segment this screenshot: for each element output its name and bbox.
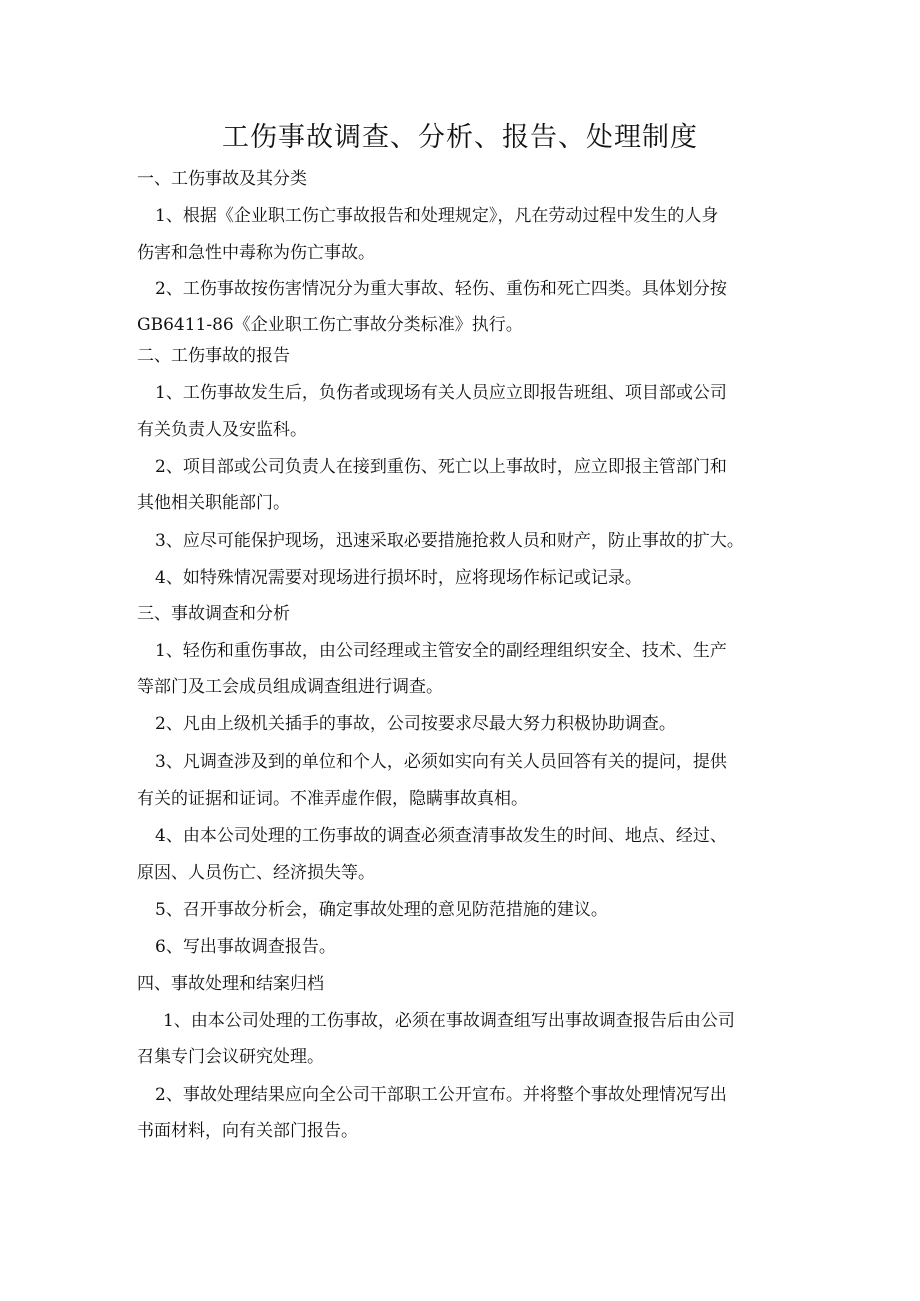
- section-heading: 四、事故处理和结案归档: [137, 974, 324, 994]
- paragraph-line: 伤害和急性中毒称为伤亡事故。: [137, 243, 375, 263]
- paragraph-line: 1、工伤事故发生后，负伤者或现场有关人员应立即报告班组、项目部或公司: [155, 383, 727, 403]
- paragraph-line: GB6411-86《企业职工伤亡事故分类标准》执行。: [137, 315, 523, 335]
- document-title: 工伤事故调查、分析、报告、处理制度: [222, 122, 698, 153]
- paragraph-line: 召集专门会议研究处理。: [137, 1047, 324, 1067]
- paragraph-line: 2、工伤事故按伤害情况分为重大事故、轻伤、重伤和死亡四类。具体划分按: [155, 279, 727, 299]
- paragraph-line: 其他相关职能部门。: [137, 493, 290, 513]
- paragraph-line: 原因、人员伤亡、经济损失等。: [137, 863, 375, 883]
- paragraph-line: 4、由本公司处理的工伤事故的调查必须查清事故发生的时间、地点、经过、: [155, 826, 727, 846]
- paragraph-line: 2、凡由上级机关插手的事故，公司按要求尽最大努力积极协助调查。: [155, 714, 676, 734]
- paragraph-line: 等部门及工会成员组成调查组进行调查。: [137, 677, 443, 697]
- section-heading: 一、工伤事故及其分类: [137, 169, 307, 189]
- paragraph-line: 有关负责人及安监科。: [137, 420, 307, 440]
- paragraph-line: 3、应尽可能保护现场，迅速采取必要措施抢救人员和财产，防止事故的扩大。: [155, 531, 744, 551]
- paragraph-line: 书面材料，向有关部门报告。: [137, 1121, 358, 1141]
- paragraph-line: 5、召开事故分析会，确定事故处理的意见防范措施的建议。: [155, 900, 608, 920]
- paragraph-line: 2、事故处理结果应向全公司干部职工公开宣布。并将整个事故处理情况写出: [155, 1085, 727, 1105]
- paragraph-line: 4、如特殊情况需要对现场进行损坏时，应将现场作标记或记录。: [155, 568, 642, 588]
- paragraph-line: 1、根据《企业职工伤亡事故报告和处理规定》，凡在劳动过程中发生的人身: [155, 206, 719, 226]
- section-heading: 三、事故调查和分析: [137, 604, 290, 624]
- paragraph-line: 有关的证据和证词。不准弄虚作假，隐瞒事故真相。: [137, 789, 528, 809]
- section-heading: 二、工伤事故的报告: [137, 346, 290, 366]
- paragraph-line: 3、凡调查涉及到的单位和个人，必须如实向有关人员回答有关的提问，提供: [155, 752, 727, 772]
- paragraph-line: 2、项目部或公司负责人在接到重伤、死亡以上事故时，应立即报主管部门和: [155, 457, 727, 477]
- paragraph-line: 6、写出事故调查报告。: [155, 937, 336, 957]
- paragraph-line: 1、由本公司处理的工伤事故，必须在事故调查组写出事故调查报告后由公司: [163, 1011, 735, 1031]
- paragraph-line: 1、轻伤和重伤事故，由公司经理或主管安全的副经理组织安全、技术、生产: [155, 641, 727, 661]
